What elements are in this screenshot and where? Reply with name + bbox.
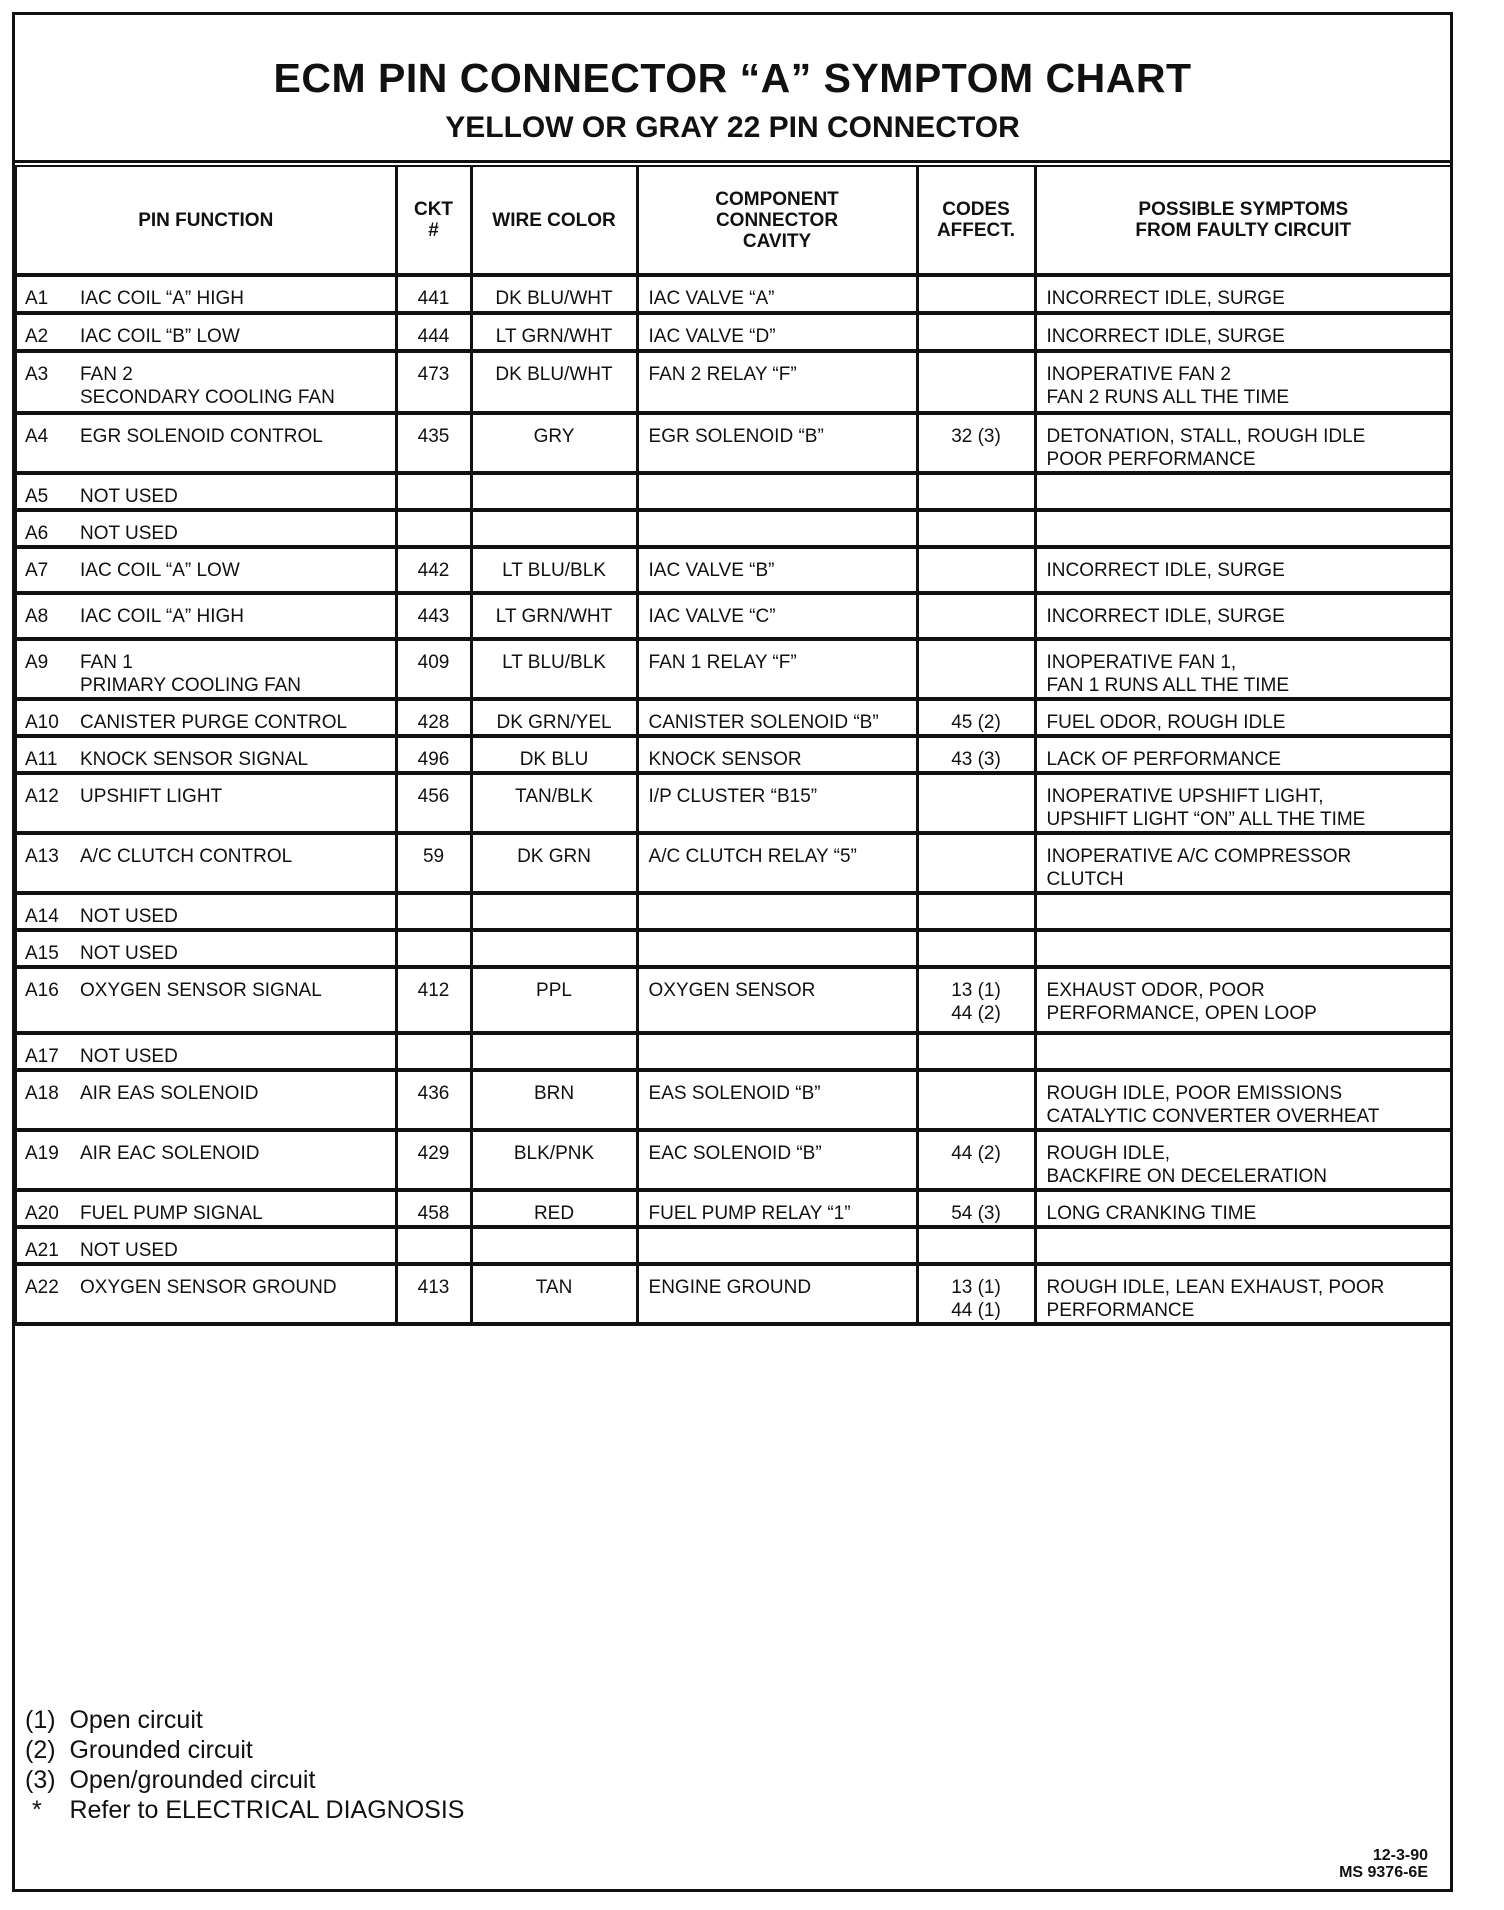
- pin-cell: A18: [16, 1070, 80, 1130]
- ckt-cell: 442: [396, 547, 471, 593]
- table-body: [16, 275, 1451, 1324]
- function-cell: FUEL PUMP SIGNAL: [80, 1190, 396, 1227]
- table-row: [16, 1130, 1451, 1190]
- symptoms-cell: LONG CRANKING TIME: [1035, 1190, 1451, 1227]
- component-cell: I/P CLUSTER “B15”: [637, 773, 917, 833]
- table-row: [16, 593, 1451, 639]
- pin-cell: A7: [16, 547, 80, 593]
- function-cell: AIR EAC SOLENOID: [80, 1130, 396, 1190]
- wire-color-cell: PPL: [471, 967, 637, 1033]
- component-cell: [637, 510, 917, 547]
- symptoms-cell: FUEL ODOR, ROUGH IDLE: [1035, 699, 1451, 736]
- symptoms-cell: [1035, 893, 1451, 930]
- wire-color-cell: TAN: [471, 1264, 637, 1324]
- component-cell: FAN 2 RELAY “F”: [637, 351, 917, 413]
- header-component: COMPONENT CONNECTOR CAVITY: [637, 166, 917, 275]
- table-row: [16, 1033, 1451, 1070]
- function-cell: EGR SOLENOID CONTROL: [80, 413, 396, 473]
- pin-cell: A17: [16, 1033, 80, 1070]
- header-ckt: CKT #: [396, 166, 471, 275]
- codes-cell: 54 (3): [917, 1190, 1035, 1227]
- document-reference: [1339, 1847, 1428, 1881]
- wire-color-cell: DK GRN/YEL: [471, 699, 637, 736]
- pin-cell: A1: [16, 275, 80, 313]
- ckt-cell: 444: [396, 313, 471, 351]
- wire-color-cell: [471, 473, 637, 510]
- function-cell: UPSHIFT LIGHT: [80, 773, 396, 833]
- component-cell: [637, 893, 917, 930]
- ckt-cell: 436: [396, 1070, 471, 1130]
- codes-cell: [917, 893, 1035, 930]
- codes-cell: 45 (2): [917, 699, 1035, 736]
- ckt-cell: [396, 473, 471, 510]
- pin-cell: A4: [16, 413, 80, 473]
- symptoms-cell: [1035, 510, 1451, 547]
- pin-cell: A20: [16, 1190, 80, 1227]
- ckt-cell: 443: [396, 593, 471, 639]
- wire-color-cell: LT BLU/BLK: [471, 547, 637, 593]
- symptoms-cell: [1035, 930, 1451, 967]
- function-cell: NOT USED: [80, 930, 396, 967]
- function-cell: OXYGEN SENSOR GROUND: [80, 1264, 396, 1324]
- function-cell: KNOCK SENSOR SIGNAL: [80, 736, 396, 773]
- pin-cell: A22: [16, 1264, 80, 1324]
- header-wire-color: WIRE COLOR: [471, 166, 637, 275]
- page-subtitle: YELLOW OR GRAY 22 PIN CONNECTOR: [445, 111, 1020, 144]
- symptoms-cell: ROUGH IDLE, BACKFIRE ON DECELERATION: [1035, 1130, 1451, 1190]
- wire-color-cell: DK BLU/WHT: [471, 351, 637, 413]
- symptoms-cell: INOPERATIVE A/C COMPRESSOR CLUTCH: [1035, 833, 1451, 893]
- table-row: [16, 736, 1451, 773]
- footnote-3: (3) Open/grounded circuit: [25, 1766, 316, 1794]
- pin-cell: A19: [16, 1130, 80, 1190]
- ckt-cell: [396, 930, 471, 967]
- ckt-cell: [396, 510, 471, 547]
- ckt-cell: 428: [396, 699, 471, 736]
- table-header-row: [16, 166, 1451, 275]
- symptoms-cell: LACK OF PERFORMANCE: [1035, 736, 1451, 773]
- symptoms-cell: [1035, 473, 1451, 510]
- component-cell: IAC VALVE “C”: [637, 593, 917, 639]
- wire-color-cell: [471, 510, 637, 547]
- function-cell: NOT USED: [80, 510, 396, 547]
- table-row: [16, 1070, 1451, 1130]
- symptoms-cell: [1035, 1227, 1451, 1264]
- ckt-cell: 496: [396, 736, 471, 773]
- wire-color-cell: [471, 1227, 637, 1264]
- pin-cell: A10: [16, 699, 80, 736]
- function-cell: AIR EAS SOLENOID: [80, 1070, 396, 1130]
- wire-color-cell: [471, 930, 637, 967]
- reference-date: 12-3-90: [1372, 1847, 1428, 1864]
- table-row: [16, 1190, 1451, 1227]
- ckt-cell: 413: [396, 1264, 471, 1324]
- codes-cell: [917, 833, 1035, 893]
- wire-color-cell: LT GRN/WHT: [471, 313, 637, 351]
- wire-color-cell: [471, 1033, 637, 1070]
- codes-cell: [917, 930, 1035, 967]
- ckt-cell: 409: [396, 639, 471, 699]
- function-cell: IAC COIL “B” LOW: [80, 313, 396, 351]
- function-cell: CANISTER PURGE CONTROL: [80, 699, 396, 736]
- pin-cell: A13: [16, 833, 80, 893]
- table-row: [16, 930, 1451, 967]
- pin-cell: A14: [16, 893, 80, 930]
- table-row: [16, 639, 1451, 699]
- codes-cell: 44 (2): [917, 1130, 1035, 1190]
- codes-cell: [917, 1033, 1035, 1070]
- title-block: [15, 15, 1450, 163]
- codes-cell: [917, 473, 1035, 510]
- wire-color-cell: [471, 893, 637, 930]
- wire-color-cell: BRN: [471, 1070, 637, 1130]
- codes-cell: [917, 351, 1035, 413]
- table-row: [16, 547, 1451, 593]
- table-row: [16, 275, 1451, 313]
- symptoms-cell: [1035, 1033, 1451, 1070]
- component-cell: IAC VALVE “A”: [637, 275, 917, 313]
- footnotes: [25, 1705, 464, 1825]
- pin-cell: A15: [16, 930, 80, 967]
- function-cell: NOT USED: [80, 473, 396, 510]
- codes-cell: [917, 547, 1035, 593]
- component-cell: [637, 930, 917, 967]
- symptoms-cell: EXHAUST ODOR, POOR PERFORMANCE, OPEN LOOP: [1035, 967, 1451, 1033]
- reference-code: MS 9376-6E: [1339, 1864, 1428, 1881]
- wire-color-cell: LT BLU/BLK: [471, 639, 637, 699]
- ckt-cell: 429: [396, 1130, 471, 1190]
- pin-cell: A16: [16, 967, 80, 1033]
- function-cell: NOT USED: [80, 1033, 396, 1070]
- table-row: [16, 967, 1451, 1033]
- component-cell: EAS SOLENOID “B”: [637, 1070, 917, 1130]
- symptoms-cell: ROUGH IDLE, POOR EMISSIONS CATALYTIC CONVERTER OVERHEAT: [1035, 1070, 1451, 1130]
- ckt-cell: 59: [396, 833, 471, 893]
- component-cell: CANISTER SOLENOID “B”: [637, 699, 917, 736]
- codes-cell: 32 (3): [917, 413, 1035, 473]
- codes-cell: [917, 1227, 1035, 1264]
- page-title: ECM PIN CONNECTOR “A” SYMPTOM CHART: [273, 55, 1192, 101]
- chart-frame: [12, 12, 1453, 1892]
- component-cell: EGR SOLENOID “B”: [637, 413, 917, 473]
- header-pin-function: PIN FUNCTION: [16, 166, 396, 275]
- codes-cell: [917, 773, 1035, 833]
- header-symptoms: POSSIBLE SYMPTOMS FROM FAULTY CIRCUIT: [1035, 166, 1451, 275]
- function-cell: NOT USED: [80, 1227, 396, 1264]
- codes-cell: [917, 639, 1035, 699]
- wire-color-cell: BLK/PNK: [471, 1130, 637, 1190]
- footnote-2: (2) Grounded circuit: [25, 1736, 253, 1764]
- wire-color-cell: GRY: [471, 413, 637, 473]
- function-cell: OXYGEN SENSOR SIGNAL: [80, 967, 396, 1033]
- codes-cell: 13 (1) 44 (2): [917, 967, 1035, 1033]
- component-cell: OXYGEN SENSOR: [637, 967, 917, 1033]
- function-cell: IAC COIL “A” HIGH: [80, 275, 396, 313]
- pin-cell: A9: [16, 639, 80, 699]
- wire-color-cell: TAN/BLK: [471, 773, 637, 833]
- component-cell: EAC SOLENOID “B”: [637, 1130, 917, 1190]
- pin-cell: A3: [16, 351, 80, 413]
- table-row: [16, 699, 1451, 736]
- pin-cell: A12: [16, 773, 80, 833]
- table-row: [16, 351, 1451, 413]
- wire-color-cell: DK GRN: [471, 833, 637, 893]
- component-cell: [637, 1227, 917, 1264]
- component-cell: FAN 1 RELAY “F”: [637, 639, 917, 699]
- ckt-cell: [396, 1227, 471, 1264]
- table-row: [16, 1227, 1451, 1264]
- symptoms-cell: INCORRECT IDLE, SURGE: [1035, 313, 1451, 351]
- function-cell: A/C CLUTCH CONTROL: [80, 833, 396, 893]
- component-cell: FUEL PUMP RELAY “1”: [637, 1190, 917, 1227]
- function-cell: FAN 1 PRIMARY COOLING FAN: [80, 639, 396, 699]
- wire-color-cell: RED: [471, 1190, 637, 1227]
- table-row: [16, 473, 1451, 510]
- footnote-1: (1) Open circuit: [25, 1706, 203, 1734]
- codes-cell: [917, 275, 1035, 313]
- table-row: [16, 773, 1451, 833]
- symptoms-cell: ROUGH IDLE, LEAN EXHAUST, POOR PERFORMANCE: [1035, 1264, 1451, 1324]
- table-row: [16, 893, 1451, 930]
- ckt-cell: 435: [396, 413, 471, 473]
- codes-cell: 13 (1) 44 (1): [917, 1264, 1035, 1324]
- ckt-cell: 456: [396, 773, 471, 833]
- ckt-cell: 412: [396, 967, 471, 1033]
- function-cell: FAN 2 SECONDARY COOLING FAN: [80, 351, 396, 413]
- ckt-cell: 473: [396, 351, 471, 413]
- symptoms-cell: INOPERATIVE UPSHIFT LIGHT, UPSHIFT LIGHT “ON” ALL THE TIME: [1035, 773, 1451, 833]
- pin-cell: A5: [16, 473, 80, 510]
- symptoms-cell: INCORRECT IDLE, SURGE: [1035, 593, 1451, 639]
- codes-cell: [917, 593, 1035, 639]
- symptoms-cell: INCORRECT IDLE, SURGE: [1035, 547, 1451, 593]
- header-codes: CODES AFFECT.: [917, 166, 1035, 275]
- ckt-cell: [396, 1033, 471, 1070]
- symptoms-cell: DETONATION, STALL, ROUGH IDLE POOR PERFORMANCE: [1035, 413, 1451, 473]
- symptoms-cell: INOPERATIVE FAN 2 FAN 2 RUNS ALL THE TIME: [1035, 351, 1451, 413]
- wire-color-cell: DK BLU: [471, 736, 637, 773]
- footnote-4: * Refer to ELECTRICAL DIAGNOSIS: [25, 1796, 465, 1824]
- component-cell: [637, 1033, 917, 1070]
- component-cell: KNOCK SENSOR: [637, 736, 917, 773]
- table-row: [16, 510, 1451, 547]
- function-cell: NOT USED: [80, 893, 396, 930]
- codes-cell: 43 (3): [917, 736, 1035, 773]
- component-cell: ENGINE GROUND: [637, 1264, 917, 1324]
- ckt-cell: [396, 893, 471, 930]
- pin-cell: A21: [16, 1227, 80, 1264]
- pin-cell: A8: [16, 593, 80, 639]
- codes-cell: [917, 1070, 1035, 1130]
- table-row: [16, 833, 1451, 893]
- table-row: [16, 313, 1451, 351]
- pin-cell: A11: [16, 736, 80, 773]
- function-cell: IAC COIL “A” HIGH: [80, 593, 396, 639]
- ckt-cell: 441: [396, 275, 471, 313]
- component-cell: IAC VALVE “B”: [637, 547, 917, 593]
- ckt-cell: 458: [396, 1190, 471, 1227]
- codes-cell: [917, 510, 1035, 547]
- pin-cell: A2: [16, 313, 80, 351]
- wire-color-cell: DK BLU/WHT: [471, 275, 637, 313]
- symptoms-cell: INCORRECT IDLE, SURGE: [1035, 275, 1451, 313]
- symptoms-cell: INOPERATIVE FAN 1, FAN 1 RUNS ALL THE TIME: [1035, 639, 1451, 699]
- wire-color-cell: LT GRN/WHT: [471, 593, 637, 639]
- component-cell: IAC VALVE “D”: [637, 313, 917, 351]
- pin-cell: A6: [16, 510, 80, 547]
- codes-cell: [917, 313, 1035, 351]
- table-row: [16, 1264, 1451, 1324]
- component-cell: [637, 473, 917, 510]
- component-cell: A/C CLUTCH RELAY “5”: [637, 833, 917, 893]
- symptom-table: [15, 165, 1452, 1326]
- function-cell: IAC COIL “A” LOW: [80, 547, 396, 593]
- table-row: [16, 413, 1451, 473]
